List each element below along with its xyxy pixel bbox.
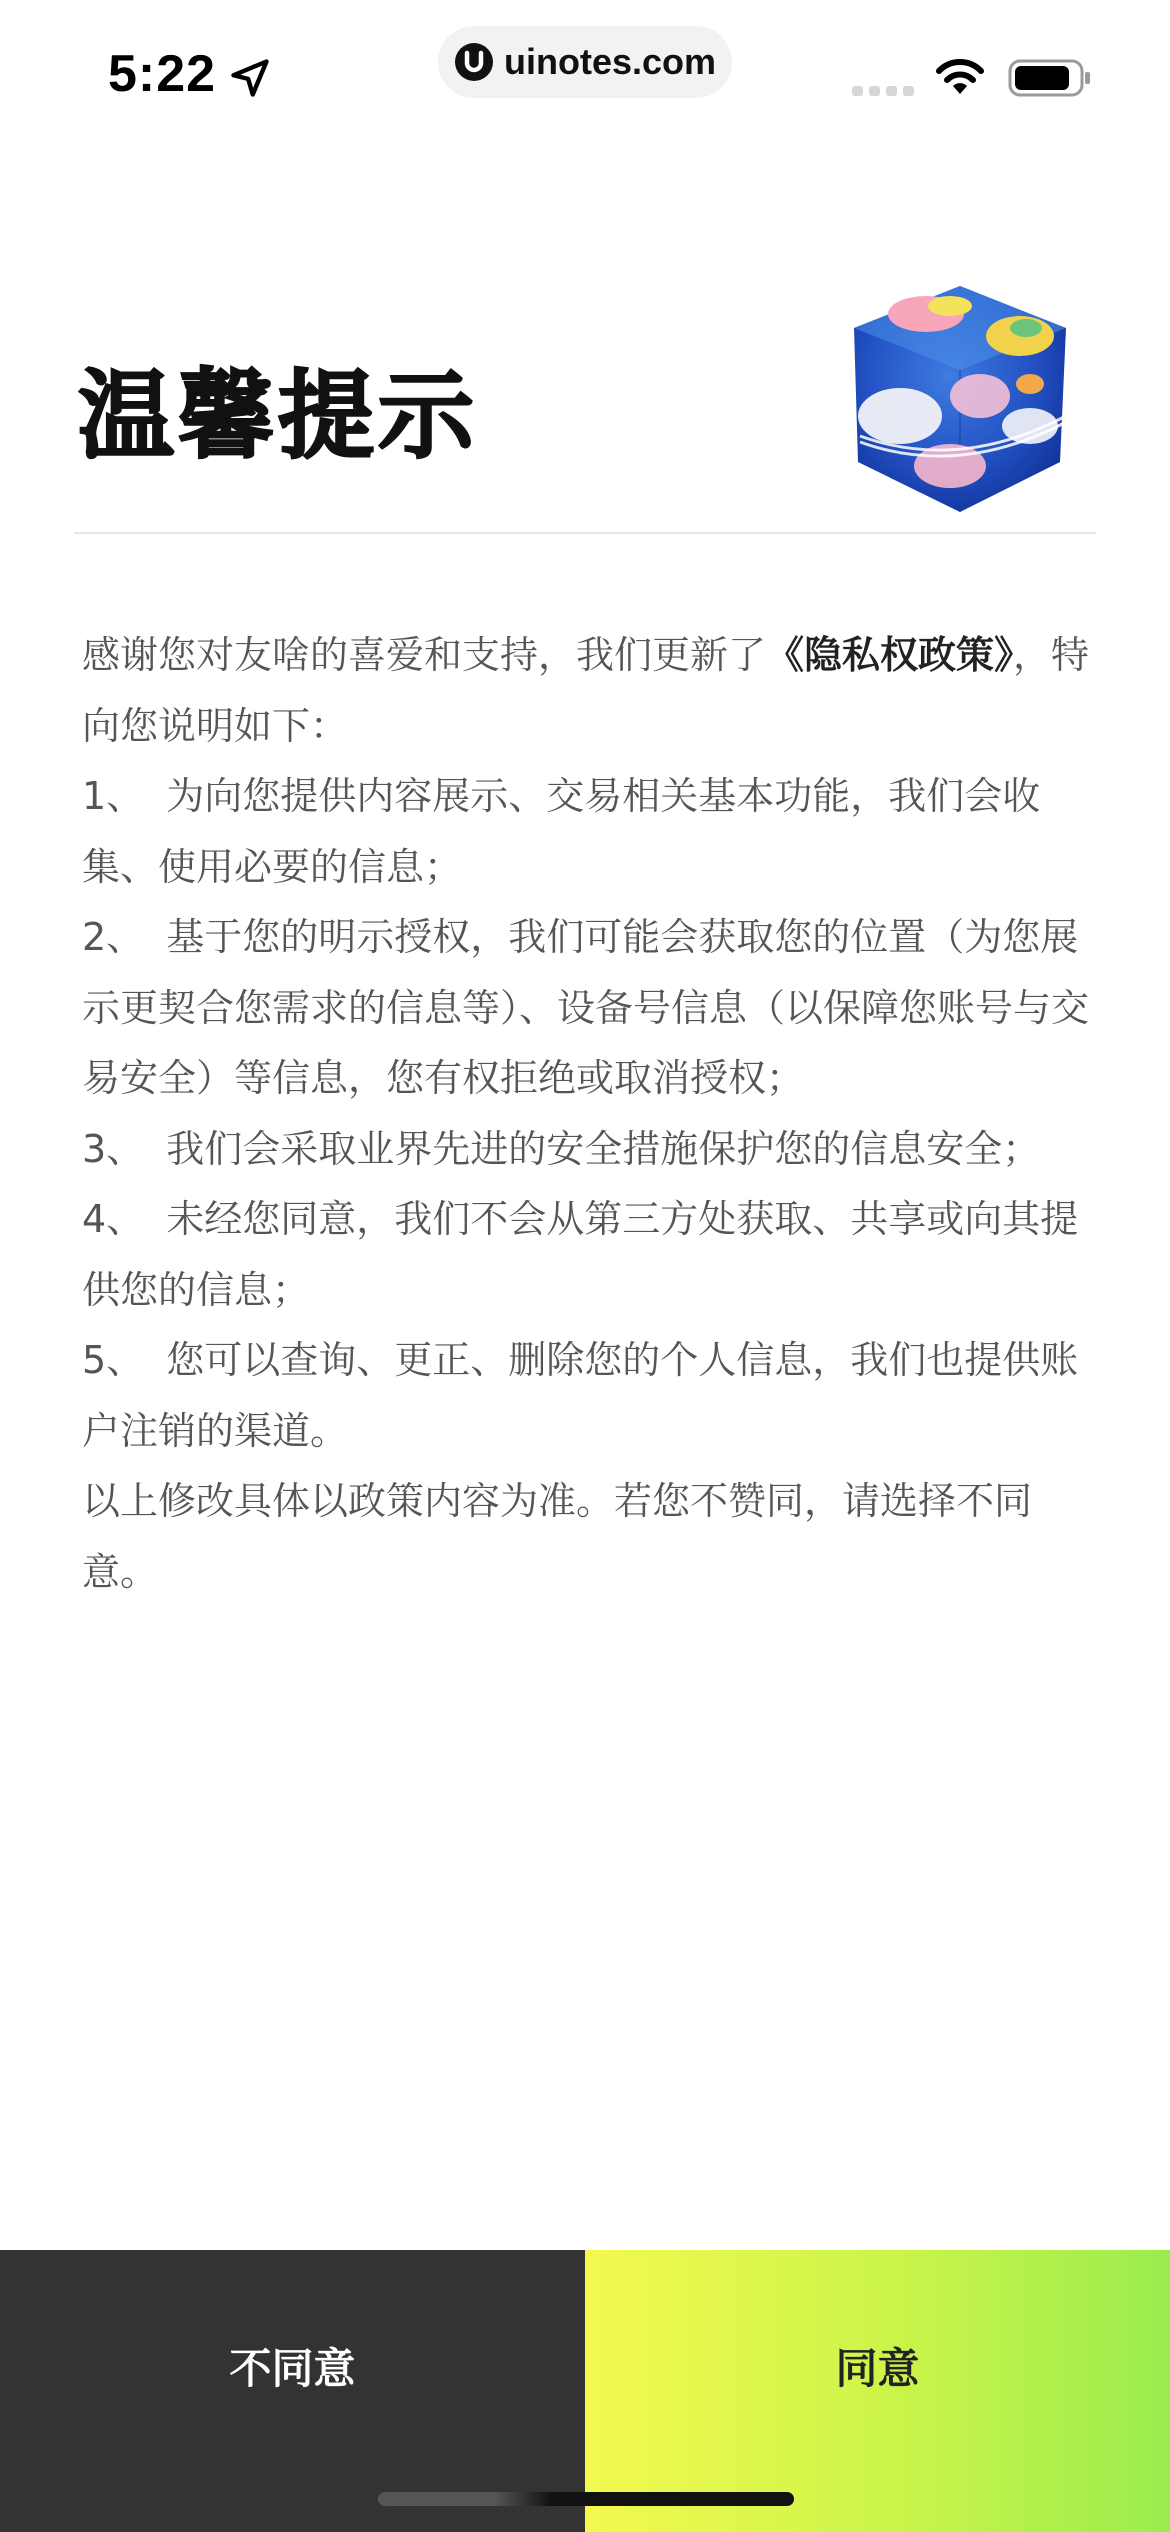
- battery-icon: [1008, 58, 1092, 98]
- closing-paragraph: 以上修改具体以政策内容为准。若您不赞同，请选择不同意。: [82, 1479, 1033, 1594]
- intro-paragraph: [82, 620, 1092, 761]
- uinotes-logo-icon: [454, 42, 494, 82]
- status-bar: [0, 0, 1170, 140]
- list-item-number: 5、: [82, 1338, 145, 1382]
- url-pill[interactable]: [438, 26, 732, 98]
- page-title: 温馨提示: [78, 360, 478, 472]
- list-item-number: 2、: [82, 915, 145, 959]
- list-item: [82, 761, 1092, 902]
- header-divider: [74, 532, 1096, 534]
- disagree-button[interactable]: [0, 2250, 585, 2532]
- list-item-text: 未经您同意，我们不会从第三方处获取、共享或向其提供您的信息；: [82, 1197, 1079, 1312]
- list-item-text: 我们会采取业界先进的安全措施保护您的信息安全；: [166, 1126, 1041, 1171]
- home-indicator[interactable]: [378, 2492, 794, 2506]
- list-item-number: 4、: [82, 1197, 145, 1241]
- status-time: 5:22: [108, 45, 217, 103]
- list-item: [82, 1184, 1092, 1325]
- url-text: uinotes.com: [503, 41, 717, 82]
- privacy-notice-body: [82, 620, 1092, 1607]
- list-item-text: 您可以查询、更正、删除您的个人信息，我们也提供账户注销的渠道。: [82, 1338, 1079, 1453]
- privacy-policy-link[interactable]: 《隐私权政策》: [766, 633, 1014, 677]
- signal-icon: [852, 82, 914, 98]
- agree-button-label: 同意: [835, 2344, 920, 2393]
- list-item-text: 基于您的明示授权，我们可能会获取您的位置（为您展示更契合您需求的信息等）、设备号信息（以保障您账号与交易安全）等信息，您有权拒绝或取消授权；: [82, 915, 1090, 1100]
- youshaplanet-cube-logo: [830, 266, 1090, 526]
- disagree-button-label: 不同意: [229, 2344, 356, 2393]
- intro-suffix: ，特向您说明如下：: [82, 633, 1090, 748]
- list-item-number: 3、: [82, 1126, 145, 1171]
- list-item: [82, 1114, 1092, 1185]
- list-item-number: 1、: [82, 774, 145, 818]
- bottom-action-bar: [0, 2250, 1170, 2532]
- wifi-icon: [934, 58, 986, 96]
- list-item: [82, 1325, 1092, 1466]
- list-item: [82, 902, 1092, 1114]
- agree-button[interactable]: [585, 2250, 1170, 2532]
- location-arrow-icon: [228, 56, 272, 100]
- intro-text: 感谢您对友啥的喜爱和支持，我们更新了: [82, 633, 767, 677]
- list-item-text: 为向您提供内容展示、交易相关基本功能，我们会收集、使用必要的信息；: [82, 774, 1041, 889]
